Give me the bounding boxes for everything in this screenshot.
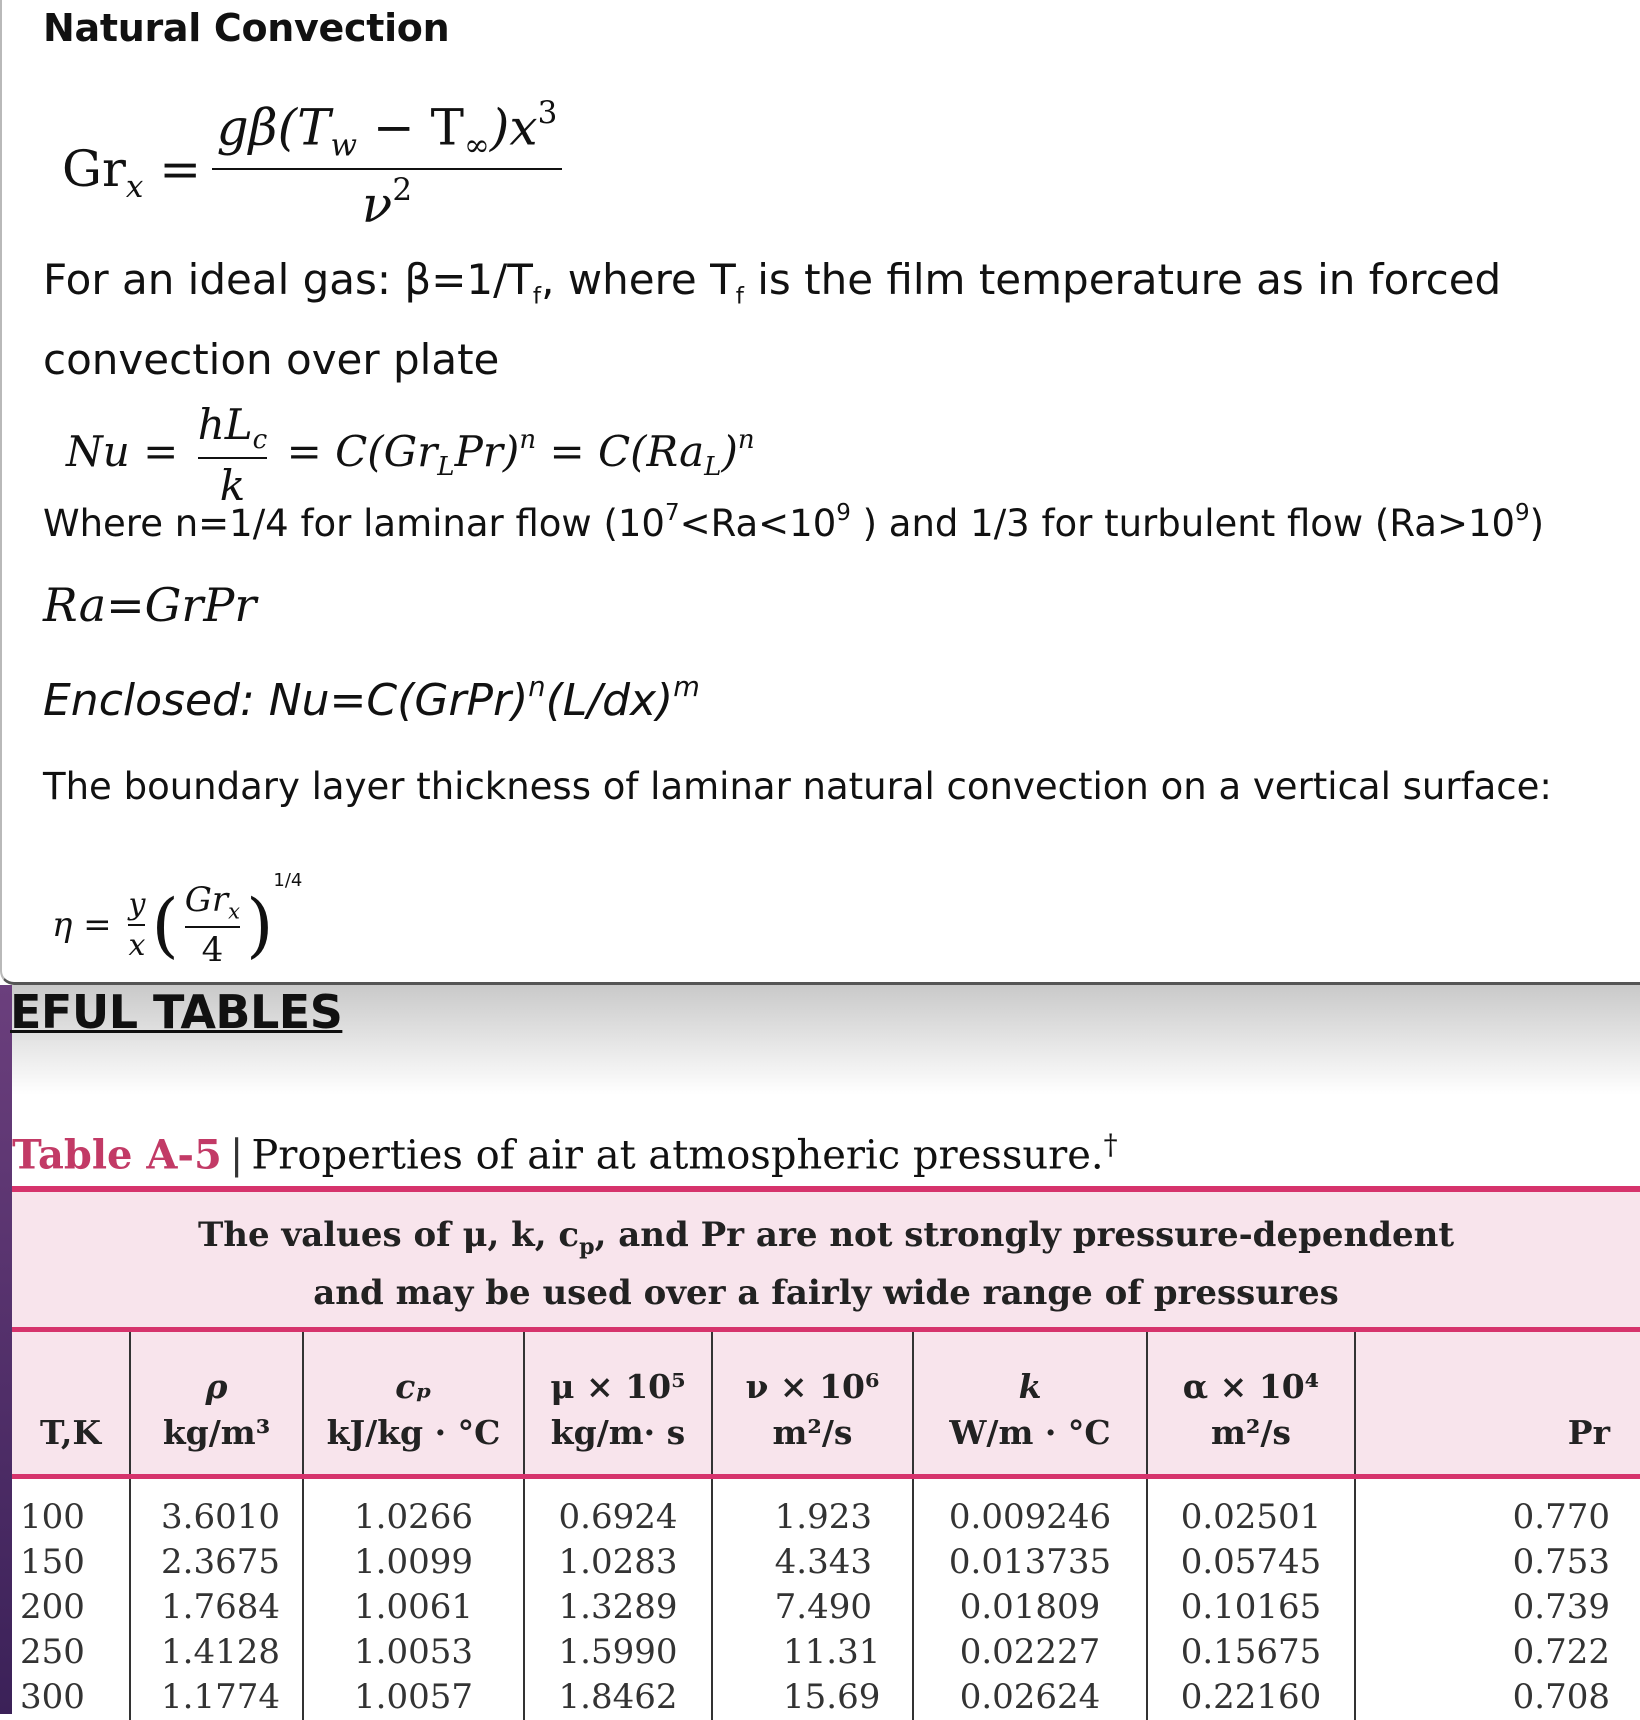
cell-density: 1.4128	[130, 1630, 303, 1675]
cell-thermal-diffusivity: 0.05745	[1147, 1540, 1355, 1585]
enclosed-a-exp: n	[528, 672, 546, 703]
table-row	[12, 1675, 1640, 1720]
eta-exp: 1/4	[273, 870, 303, 891]
ideal-gas-sub-b: f	[735, 283, 744, 310]
cell-thermal-conductivity: 0.009246	[913, 1476, 1147, 1540]
gr-num-tinf-sub: ∞	[464, 127, 490, 164]
where-a-exp: 7	[664, 500, 680, 526]
eta-gr	[185, 880, 240, 923]
nu-rhs-2-exp: n	[519, 424, 537, 455]
eta-y: y	[128, 887, 146, 922]
cell-specific-heat: 1.0266	[303, 1476, 524, 1540]
header-bottom: kg/m· s	[550, 1412, 686, 1452]
eta-lhs: η =	[52, 905, 123, 945]
note-line1-sub: p	[579, 1233, 595, 1260]
grashof-symbol: Gr	[62, 140, 126, 198]
where-d: )	[1529, 502, 1545, 546]
eta-four: 4	[201, 929, 224, 970]
air-properties-table	[12, 1186, 1640, 1717]
cell-dynamic-viscosity: 1.0283	[524, 1540, 712, 1585]
header-top: k	[1018, 1366, 1042, 1406]
eta-gr-text: Gr	[184, 880, 229, 921]
header-specific-heat	[303, 1332, 524, 1476]
cell-specific-heat: 1.0053	[303, 1630, 524, 1675]
table-note-line-2: and may be used over a fairly wide range of pressures	[313, 1272, 1339, 1313]
grashof-denominator	[212, 172, 562, 234]
gr-den-exp: 2	[392, 171, 413, 208]
where-b-exp: 9	[836, 500, 851, 526]
table-row	[12, 1540, 1640, 1585]
nu-frac-num	[198, 400, 268, 455]
desktop-background-strip	[0, 985, 12, 1714]
enclosed-b: (L/dx)	[545, 675, 674, 727]
enclosed-equation	[43, 672, 700, 726]
grashof-fraction	[212, 95, 562, 233]
header-prandtl	[1355, 1332, 1640, 1476]
gr-num-tw-sub: w	[330, 127, 357, 164]
header-top: ν × 10⁶	[745, 1366, 880, 1406]
fraction-bar	[198, 457, 268, 459]
gr-den: ν	[361, 175, 393, 234]
cell-kinematic-viscosity: 7.490	[712, 1585, 913, 1630]
nu-frac-num-text: hL	[197, 400, 253, 449]
cell-thermal-diffusivity: 0.22160	[1147, 1675, 1355, 1720]
nu-rhs-3: = C(Ra	[536, 427, 705, 477]
gr-num-c: )x	[489, 98, 538, 157]
header-top: α × 10⁴	[1182, 1366, 1320, 1406]
cell-prandtl: 0.722	[1512, 1631, 1610, 1672]
properties-table	[12, 1332, 1640, 1720]
cell-dynamic-viscosity: 0.6924	[524, 1476, 712, 1540]
cell-kinematic-viscosity: 1.923	[712, 1476, 913, 1540]
cell-prandtl: 0.708	[1512, 1676, 1610, 1717]
ideal-gas-text-c: is the film temperature as in forced convection over plate	[43, 255, 1502, 385]
cell-temperature: 300	[12, 1675, 130, 1720]
nusselt-equation	[66, 400, 755, 510]
cell-temperature: 250	[12, 1630, 130, 1675]
cell-dynamic-viscosity: 1.3289	[524, 1585, 712, 1630]
caption-separator: |	[229, 1132, 244, 1179]
header-temperature	[12, 1332, 130, 1476]
cell-density: 1.7684	[130, 1585, 303, 1630]
table-note-line-1	[12, 1212, 1640, 1270]
cell-kinematic-viscosity: 4.343	[712, 1540, 913, 1585]
nu-rhs-2: Pr)	[454, 427, 520, 477]
cell-kinematic-viscosity: 15.69	[712, 1675, 913, 1720]
eta-paren-close: )	[246, 884, 274, 966]
grashof-numerator	[212, 95, 562, 164]
cell-temperature: 200	[12, 1585, 130, 1630]
header-top: μ × 10⁵	[550, 1366, 686, 1406]
cell-prandtl: 0.770	[1512, 1496, 1610, 1537]
header-thermal-diffusivity	[1147, 1332, 1355, 1476]
cell-prandtl: 0.739	[1512, 1586, 1610, 1627]
cell-thermal-diffusivity: 0.15675	[1147, 1630, 1355, 1675]
boundary-layer-text: The boundary layer thickness of laminar natural convection on a vertical surface:	[43, 765, 1552, 808]
eta-equation	[52, 870, 302, 970]
ideal-gas-sub-a: f	[532, 283, 542, 310]
cell-thermal-diffusivity: 0.02501	[1147, 1476, 1355, 1540]
header-bottom: W/m · °C	[949, 1412, 1111, 1452]
enclosed-b-exp: m	[673, 672, 700, 703]
nu-rhs-4: )	[721, 427, 738, 477]
cell-prandtl: 0.753	[1512, 1541, 1610, 1582]
cell-density: 2.3675	[130, 1540, 303, 1585]
grashof-subscript: x	[125, 168, 144, 205]
where-c: ) and 1/3 for turbulent flow (Ra>10	[850, 502, 1516, 546]
table-title: Properties of air at atmospheric pressure.	[251, 1132, 1104, 1179]
nu-frac-num-sub: c	[252, 425, 268, 456]
where-b: <Ra<10	[679, 502, 837, 546]
table-note	[12, 1186, 1640, 1332]
header-density	[130, 1332, 303, 1476]
gr-num-b: − T	[357, 98, 465, 157]
eta-gr-sub: x	[228, 898, 241, 924]
table-label: Table A-5	[12, 1131, 222, 1179]
nu-rhs-1: = C(Gr	[273, 427, 438, 477]
where-a: Where n=1/4 for laminar flow (10	[43, 502, 665, 546]
table-row	[12, 1476, 1640, 1540]
enclosed-a: Enclosed: Nu=C(GrPr)	[43, 675, 529, 727]
note-line1-b: , and Pr are not strongly pressure-dependent	[594, 1215, 1455, 1255]
gr-num-a: gβ(T	[216, 98, 331, 157]
nu-lhs: Nu =	[66, 427, 192, 477]
fraction-bar	[185, 926, 240, 928]
cell-kinematic-viscosity: 11.31	[712, 1630, 913, 1675]
cell-thermal-conductivity: 0.01809	[913, 1585, 1147, 1630]
dagger-footnote-mark: †	[1103, 1128, 1118, 1161]
nu-fraction	[198, 400, 268, 510]
grashof-lhs: $Gr_x$ =	[62, 140, 202, 205]
nu-frac-den: k	[219, 461, 246, 511]
table-caption	[12, 1128, 1118, 1178]
ideal-gas-paragraph	[43, 248, 1633, 392]
header-dynamic-viscosity	[524, 1332, 712, 1476]
gr-num-exp: 3	[537, 95, 558, 131]
eta-y-over-x	[128, 887, 145, 963]
header-bottom: kg/m³	[162, 1412, 271, 1452]
header-top: ρ	[205, 1366, 228, 1406]
eta-gr-fraction	[185, 880, 240, 969]
rayleigh-equation: Ra=GrPr	[43, 578, 257, 632]
cell-thermal-diffusivity: 0.10165	[1147, 1585, 1355, 1630]
nu-rhs-4-exp: n	[737, 424, 755, 455]
where-c-exp: 9	[1515, 500, 1530, 526]
note-line1-a: The values of μ, k, c	[197, 1215, 580, 1255]
table-header-row	[12, 1332, 1640, 1476]
ideal-gas-text-b: , where T	[541, 255, 736, 304]
nu-rhs-3-sub: L	[704, 452, 722, 483]
cell-thermal-conductivity: 0.02227	[913, 1630, 1147, 1675]
header-bottom: m²/s	[1210, 1412, 1291, 1452]
eta-x: x	[128, 928, 146, 963]
cell-temperature: 150	[12, 1540, 130, 1585]
cell-density: 3.6010	[130, 1476, 303, 1540]
cell-thermal-conductivity: 0.013735	[913, 1540, 1147, 1585]
header-bottom: Pr	[1567, 1412, 1610, 1452]
cell-specific-heat: 1.0099	[303, 1540, 524, 1585]
section-heading-useful-tables: EFUL TABLES	[10, 985, 343, 1039]
header-bottom: T,K	[39, 1412, 102, 1452]
cell-specific-heat: 1.0061	[303, 1585, 524, 1630]
table-row	[12, 1585, 1640, 1630]
header-top: cₚ	[395, 1366, 432, 1406]
nu-rhs-1-sub: L	[437, 452, 455, 483]
ideal-gas-text-a: For an ideal gas: β=1/T	[43, 255, 533, 304]
fraction-bar	[212, 168, 562, 170]
cell-thermal-conductivity: 0.02624	[913, 1675, 1147, 1720]
table-row	[12, 1630, 1640, 1675]
cell-dynamic-viscosity: 1.8462	[524, 1675, 712, 1720]
header-bottom: m²/s	[772, 1412, 853, 1452]
header-kinematic-viscosity	[712, 1332, 913, 1476]
header-thermal-conductivity	[913, 1332, 1147, 1476]
header-bottom: kJ/kg · °C	[326, 1412, 501, 1452]
cell-density: 1.1774	[130, 1675, 303, 1720]
cell-dynamic-viscosity: 1.5990	[524, 1630, 712, 1675]
page-title: Natural Convection	[43, 6, 450, 50]
cell-specific-heat: 1.0057	[303, 1675, 524, 1720]
exponent-note	[43, 500, 1544, 545]
eta-paren-open: (	[151, 884, 179, 966]
cell-temperature: 100	[12, 1476, 130, 1540]
fraction-bar	[128, 924, 145, 926]
